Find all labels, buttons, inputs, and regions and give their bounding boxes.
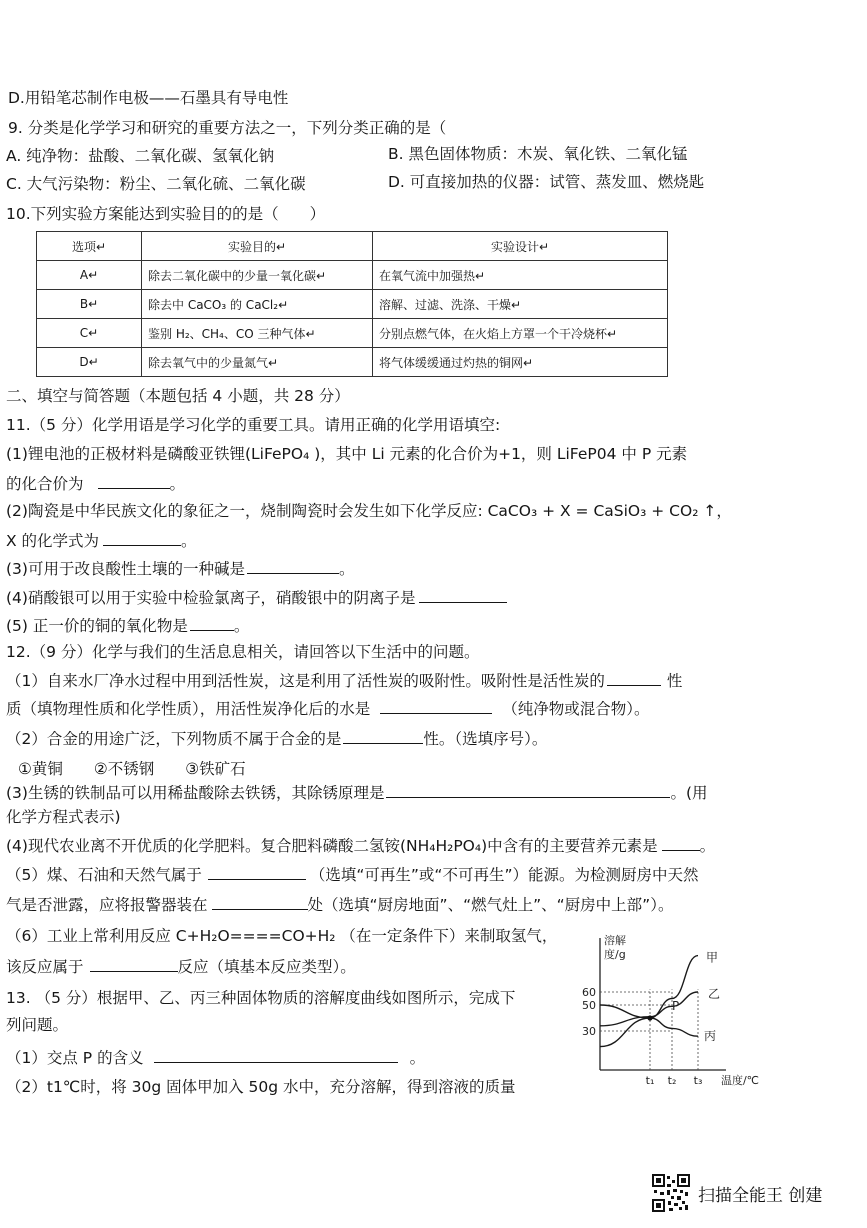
series-label: 甲	[706, 950, 719, 965]
question-9-option-c: C. 大气污染物：粉尘、二氧化硫、二氧化碳	[6, 175, 306, 193]
answer-blank[interactable]	[90, 955, 178, 972]
question-text: 反应（填基本反应类型）。	[177, 958, 356, 976]
intersection-point	[647, 1015, 652, 1020]
period: 。	[233, 617, 250, 635]
x-tick-label: t₂	[667, 1074, 677, 1087]
option-d-line: D.用铅笔芯制作电极——石墨具有导电性	[8, 89, 289, 107]
y-tick-label: 50	[582, 999, 596, 1012]
question-11-part-1: (1)锂电池的正极材料是磷酸亚铁锂(LiFePO₄ )，其中 Li 元素的化合价为+1，则 LiFeP04 中 P 元素	[6, 445, 688, 463]
answer-blank[interactable]	[607, 669, 661, 686]
table-row	[37, 348, 668, 377]
point-label: P	[672, 999, 680, 1013]
question-text: （2）合金的用途广泛，下列物质不属于合金的是	[6, 730, 342, 748]
series-label: 丙	[704, 1029, 717, 1044]
period: 。	[169, 475, 186, 493]
question-11-part-2: (2)陶瓷是中华民族文化的象征之一，烧制陶瓷时会发生如下化学反应: CaCO₃ + X = CaSiO₃ + CO₂ ↑，	[6, 502, 732, 520]
table-header-cell: 实验设计↵	[373, 232, 668, 261]
question-text: 气是否泄露，应将报警器装在	[6, 896, 208, 914]
answer-blank[interactable]	[103, 529, 181, 546]
x-axis-label: 温度/℃	[720, 1074, 760, 1087]
table-cell: 分别点燃气体，在火焰上方罩一个干冷烧杯↵	[373, 319, 668, 348]
question-text: 该反应属于	[6, 958, 84, 976]
y-axis-label: 度/g	[604, 948, 626, 961]
question-11-part-4	[6, 586, 507, 609]
answer-blank[interactable]	[343, 727, 423, 744]
question-12-part-1-cont	[6, 697, 650, 720]
series-curve	[600, 1005, 698, 1036]
table-row	[37, 261, 668, 290]
table-cell: 鉴别 H₂、CH₄、CO 三种气体↵	[142, 319, 373, 348]
section-2-heading: 二、填空与简答题（本题包括 4 小题，共 28 分）	[6, 387, 350, 405]
table-cell: D↵	[37, 348, 142, 377]
y-axis-label: 溶解	[604, 934, 626, 947]
question-text: 性	[666, 672, 683, 690]
question-12-part-5	[6, 863, 699, 886]
series-label: 乙	[708, 987, 721, 1001]
question-11-part-1-cont	[6, 472, 185, 495]
table-cell: 除去中 CaCO₃ 的 CaCl₂↵	[142, 290, 373, 319]
watermark-text: 扫描全能王 创建	[698, 1185, 823, 1206]
question-text: （1）自来水厂净水过程中用到活性炭，这是利用了活性炭的吸附性。吸附性是活性炭的	[6, 672, 605, 690]
x-tick-label: t₁	[645, 1074, 655, 1087]
answer-blank[interactable]	[247, 557, 339, 574]
answer-blank[interactable]	[154, 1046, 398, 1063]
table-cell: 在氧气流中加强热↵	[373, 261, 668, 290]
solubility-chart	[578, 928, 768, 1090]
table-cell: 将气体缓缓通过灼热的铜网↵	[373, 348, 668, 377]
question-text: （1）交点 P 的含义	[6, 1049, 144, 1067]
question-10-stem: 10.下列实验方案能达到实验目的的是（ ）	[6, 205, 326, 223]
answer-blank[interactable]	[98, 472, 170, 489]
question-text: （选填“可再生”或“不可再生”）能源。为检测厨房中天然	[309, 866, 699, 884]
table-row	[37, 290, 668, 319]
question-9-stem: 9. 分类是化学学习和研究的重要方法之一，下列分类正确的是（	[8, 119, 447, 137]
question-12-part-5-cont	[6, 893, 673, 916]
series-curve	[600, 992, 698, 1026]
question-text: 。(用	[670, 784, 708, 802]
table-header-row	[37, 232, 668, 261]
question-text: （5）煤、石油和天然气属于	[6, 866, 202, 884]
scanner-watermark	[652, 1174, 822, 1212]
experiment-table	[36, 231, 668, 377]
question-text: (4)现代农业离不开优质的化学肥料。复合肥料磷酸二氢铵(NH₄H₂PO₄)中含有的主要营养元素是	[6, 837, 658, 855]
chart-layer	[582, 933, 759, 1087]
question-12-part-3-cont: 化学方程式表示)	[6, 808, 121, 826]
y-tick-label: 30	[582, 1025, 596, 1038]
question-text: (5) 正一价的铜的氧化物是	[6, 617, 188, 635]
answer-blank[interactable]	[190, 614, 234, 631]
question-9-option-b: B. 黑色固体物质：木炭、氧化铁、二氧化锰	[388, 145, 688, 163]
question-12-part-3	[6, 781, 708, 804]
period: 。	[338, 560, 355, 578]
question-11-stem: 11.（5 分）化学用语是学习化学的重要工具。请用正确的化学用语填空:	[6, 416, 501, 434]
table-header-cell: 选项↵	[37, 232, 142, 261]
question-13-part-1	[6, 1046, 425, 1069]
question-text: 处（选填“厨房地面”、“燃气灶上”、“厨房中上部”）。	[307, 896, 674, 914]
question-text: 质（填物理性质和化学性质），用活性炭净化后的水是	[6, 700, 371, 718]
answer-blank[interactable]	[212, 893, 308, 910]
question-12-part-2-options: ①黄铜 ②不锈钢 ③铁矿石	[18, 760, 246, 778]
table-cell: 除去氧气中的少量氮气↵	[142, 348, 373, 377]
question-text: 的化合价为	[6, 475, 84, 493]
question-text: （纯净物或混合物）。	[502, 700, 650, 718]
question-11-part-2-cont	[6, 529, 197, 552]
table-cell: A↵	[37, 261, 142, 290]
question-9-option-d: D. 可直接加热的仪器：试管、蒸发皿、燃烧匙	[388, 173, 705, 191]
x-tick-label: t₃	[693, 1074, 703, 1087]
y-tick-label: 60	[582, 986, 596, 999]
period: 。	[409, 1049, 426, 1067]
question-12-stem: 12.（9 分）化学与我们的生活息息相关，请回答以下生活中的问题。	[6, 643, 480, 661]
question-12-part-6: （6）工业上常利用反应 C+H₂O====CO+H₂ （在一定条件下）来制取氢气，	[6, 927, 558, 945]
table-cell: B↵	[37, 290, 142, 319]
answer-blank[interactable]	[380, 697, 492, 714]
period: 。	[699, 837, 716, 855]
question-12-part-1	[6, 669, 682, 692]
table-cell: 溶解、过滤、洗涤、干燥↵	[373, 290, 668, 319]
table-row	[37, 319, 668, 348]
question-12-part-4	[6, 834, 715, 857]
question-text: (3)生锈的铁制品可以用稀盐酸除去铁锈，其除锈原理是	[6, 784, 385, 802]
answer-blank[interactable]	[208, 863, 306, 880]
question-11-part-3	[6, 557, 354, 580]
answer-blank[interactable]	[386, 781, 670, 798]
question-13-stem: 13. （5 分）根据甲、乙、丙三种固体物质的溶解度曲线如图所示，完成下	[6, 989, 516, 1007]
question-12-part-2	[6, 727, 547, 750]
answer-blank[interactable]	[662, 834, 700, 851]
question-12-part-6-cont	[6, 955, 356, 978]
question-text: (4)硝酸银可以用于实验中检验氯离子，硝酸银中的阴离子是	[6, 589, 416, 607]
period: 。	[181, 532, 197, 550]
table-header-cell: 实验目的↵	[142, 232, 373, 261]
qr-code-icon	[652, 1174, 690, 1212]
answer-blank[interactable]	[419, 586, 507, 603]
question-13-part-2: （2）t1℃时，将 30g 固体甲加入 50g 水中，充分溶解，得到溶液的质量	[6, 1078, 516, 1096]
question-11-part-5	[6, 614, 249, 637]
question-13-stem-cont: 列问题。	[6, 1016, 69, 1034]
table-cell: C↵	[37, 319, 142, 348]
question-9-option-a: A. 纯净物：盐酸、二氧化碳、氢氧化钠	[6, 147, 275, 165]
question-text: (3)可用于改良酸性土壤的一种碱是	[6, 560, 245, 578]
question-text: X 的化学式为	[6, 532, 100, 550]
question-text: 性。（选填序号）。	[423, 730, 548, 748]
table-cell: 除去二氧化碳中的少量一氧化碳↵	[142, 261, 373, 290]
